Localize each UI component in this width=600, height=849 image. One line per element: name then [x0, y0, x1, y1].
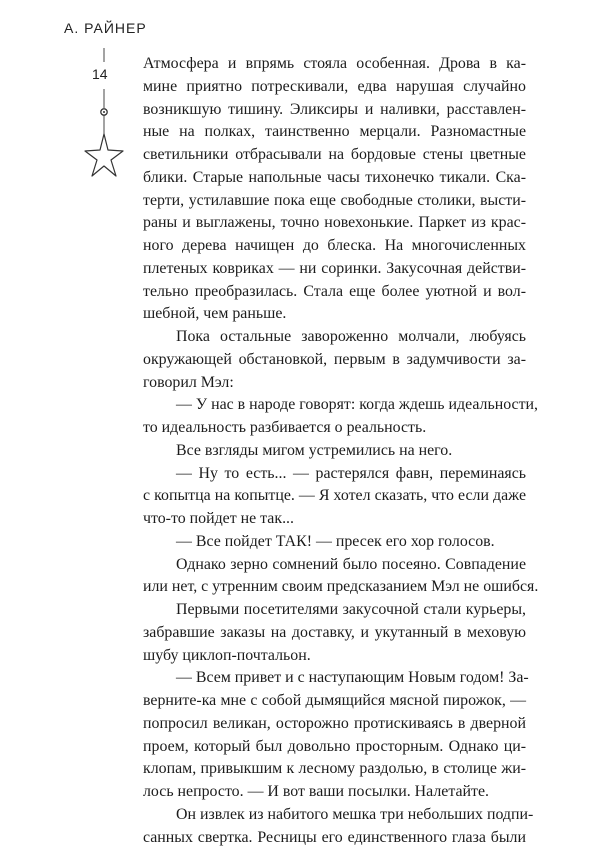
paragraph — [143, 554, 526, 600]
paragraph — [143, 440, 526, 463]
running-header-author: А. РАЙНЕР — [64, 20, 147, 36]
text-line: шубу циклоп-почтальон. — [143, 645, 526, 668]
body-text — [143, 53, 526, 849]
text-line: блики. Старые напольные часы тихонечко тикали. Ска- — [143, 167, 526, 190]
paragraph — [143, 53, 526, 326]
text-line: забравшие заказы на доставку, и укутанный в меховую — [143, 622, 526, 645]
text-line: лось непросто. — И вот ваши посылки. Налетайте. — [143, 781, 526, 804]
page-number: 14 — [92, 66, 108, 82]
text-line: клопам, привыкшим к лесному раздолью, в столице жи- — [143, 758, 526, 781]
text-line: — У нас в народе говорят: когда ждешь идеальности, — [143, 394, 526, 417]
paragraph — [143, 531, 526, 554]
text-line: говорил Мэл: — [143, 372, 526, 395]
text-line: возникшую тишину. Эликсиры и наливки, расставлен- — [143, 99, 526, 122]
text-line: то идеальность разбивается о реальность. — [143, 417, 526, 440]
text-line: Атмосфера и впрямь стояла особенная. Дрова в ка- — [143, 53, 526, 76]
text-line: проем, который был довольно просторным. Однако ци- — [143, 736, 526, 759]
text-line: ные на полках, таинственно мерцали. Разномастные — [143, 121, 526, 144]
text-line: — Ну то есть... — растерялся фавн, переминаясь — [143, 463, 526, 486]
paragraph — [143, 804, 526, 849]
text-line: ного дерева начищен до блеска. На многочисленных — [143, 235, 526, 258]
text-line: светильники отбрасывали на бордовые стены цветные — [143, 144, 526, 167]
text-line: мине приятно потрескивали, едва нарушая случайно — [143, 76, 526, 99]
text-line: раны и выглажены, точно новехонькие. Паркет из крас- — [143, 212, 526, 235]
paragraph — [143, 326, 526, 394]
text-line: окружающей обстановкой, первым в задумчивости за- — [143, 349, 526, 372]
text-line: Однако зерно сомнений было посеяно. Совпадение — [143, 554, 526, 577]
text-line: — Все пойдет ТАК! — пресек его хор голосов. — [143, 531, 526, 554]
text-line: Он извлек из набитого мешка три небольших подпи- — [143, 804, 526, 827]
paragraph — [143, 394, 526, 440]
text-line: Все взгляды мигом устремились на него. — [143, 440, 526, 463]
paragraph — [143, 599, 526, 667]
text-line: с копытца на копытце. — Я хотел сказать, что если даже — [143, 485, 526, 508]
text-line: санных свертка. Ресницы его единственного глаза были — [143, 827, 526, 849]
text-line: Первыми посетителями закусочной стали курьеры, — [143, 599, 526, 622]
text-line: Пока остальные завороженно молчали, любуясь — [143, 326, 526, 349]
text-line: или нет, с утренним своим предсказанием Мэл не ошибся. — [143, 576, 526, 599]
text-line: тельно преобразилась. Стала еще более уютной и вол- — [143, 281, 526, 304]
paragraph — [143, 463, 526, 531]
text-line: верните-ка мне с собой дымящийся мясной пирожок, — — [143, 690, 526, 713]
text-line: что-то пойдет не так... — [143, 508, 526, 531]
paragraph — [143, 667, 526, 804]
text-line: — Всем привет и с наступающим Новым годом! За- — [143, 667, 526, 690]
text-line: попросил великан, осторожно протискиваясь в дверной — [143, 713, 526, 736]
text-line: плетеных ковриках — ни соринки. Закусочная действи- — [143, 258, 526, 281]
text-line: шебной, чем раньше. — [143, 303, 526, 326]
text-line: терти, устилавшие пока еще свободные столики, высти- — [143, 190, 526, 213]
